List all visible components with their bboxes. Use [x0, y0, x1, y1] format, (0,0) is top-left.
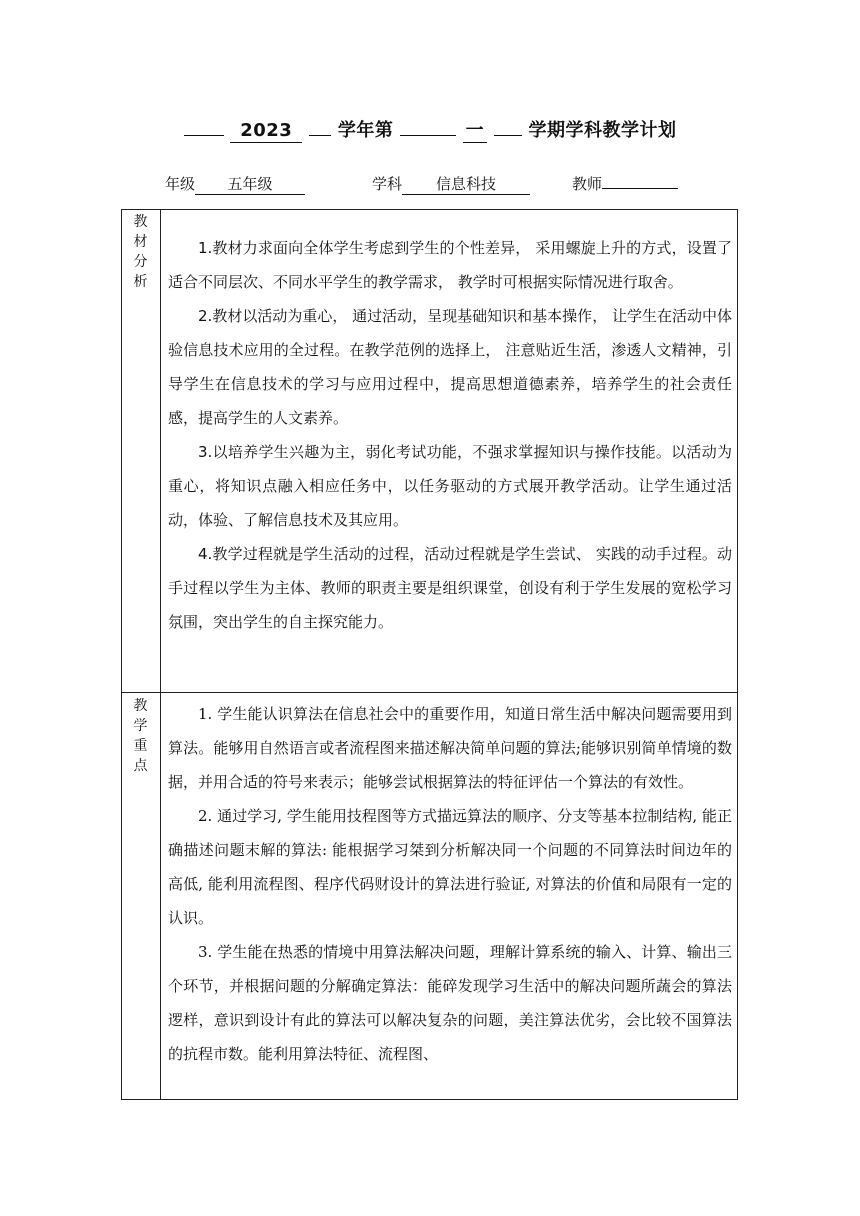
paragraph: 3.以培养学生兴趣为主，弱化考试功能，不强求掌握知识与操作技能。以活动为重心，将知识点融入相应任务中，以任务驱动的方式展开教学活动。让学生通过活动，体验、了解信息技术及其应用。 [168, 443, 732, 529]
subject-value: 信息科技 [402, 174, 530, 195]
year-prefix-blank [184, 135, 224, 136]
paragraph: 2.教材以活动为重心， 通过活动，呈现基础知识和基本操作， 让学生在活动中体验信息技术应用的全过程。在教学范例的选择上， 注意贴近生活，渗透人文精神，引导学生在信息技术的学习与应用过程中，提高思想道德素养，培养学生的社会责任感，提高学生的人文素养。 [168, 307, 732, 427]
teacher-field [572, 173, 678, 194]
teaching-focus-content [168, 697, 732, 1097]
page-title [0, 116, 860, 143]
paragraph: 2. 通过学习, 学生能用技程图等方式描远算法的顺序、分支等基本拉制结构, 能正确描述问题末解的算法: 能根据学习桀到分析解决同一个问题的不同算法时间边年的高低, 能利用流程图、程序代码财设计的算法进行验证, 对算法的价值和局限有一定的认识。 [168, 807, 732, 927]
semester-value: 一 [463, 120, 487, 143]
table-row-divider [121, 692, 738, 693]
subject-field [372, 173, 530, 195]
subject-label: 学科 [372, 175, 403, 193]
grade-value: 五年级 [195, 174, 305, 195]
title-suffix: 学期学科教学计划 [528, 120, 677, 141]
year-text: 学年第 [337, 120, 394, 141]
section-label-teaching-focus: 教 学 重 点 [133, 698, 148, 774]
semester-prefix-blank [400, 135, 456, 136]
paragraph: 1. 学生能认识算法在信息社会中的重要作用，知道日常生活中解决问题需要用到算法。能够用自然语言或者流程图来描述解决简单问题的算法;能够识别简单情境的数据，并用合适的符号来表示；能够尝试根据算法的特征评估一个算法的有效性。 [168, 705, 732, 791]
teacher-value [602, 188, 678, 189]
textbook-analysis-content [168, 231, 732, 639]
paragraph: 3. 学生能在热悉的情境中用算法解决问题，理解计算系统的输入、计算、输出三个环节，并根据问题的分解确定算法：能碎发现学习生活中的解决问题所蔬会的算法逻样，意识到设计有此的算法可以解决复杂的问题，美注算法优劣，会比较不国算法的抗程市数。能利用算法特征、流程图、 [168, 943, 732, 1063]
paragraph: 4.教学过程就是学生活动的过程，活动过程就是学生尝试、 实践的动手过程。动手过程以学生为主体、教师的职责主要是组织课堂，创设有利于学生发展的宽松学习氛围，突出学生的自主探究能力。 [168, 545, 732, 631]
teacher-label: 教师 [572, 175, 603, 193]
year-suffix-blank [309, 135, 331, 136]
table-column-divider [160, 209, 161, 1100]
plan-meta [165, 173, 765, 197]
grade-label: 年级 [165, 175, 196, 193]
year-value: 2023 [230, 120, 302, 143]
paragraph: 1.教材力求面向全体学生考虑到学生的个性差异， 采用螺旋上升的方式，设置了适合不同层次、不同水平学生的教学需求， 教学时可根据实际情况进行取舍。 [168, 239, 732, 291]
section-label-textbook-analysis: 教 材 分 析 [133, 214, 148, 290]
grade-field [165, 173, 305, 195]
semester-suffix-blank [494, 135, 522, 136]
